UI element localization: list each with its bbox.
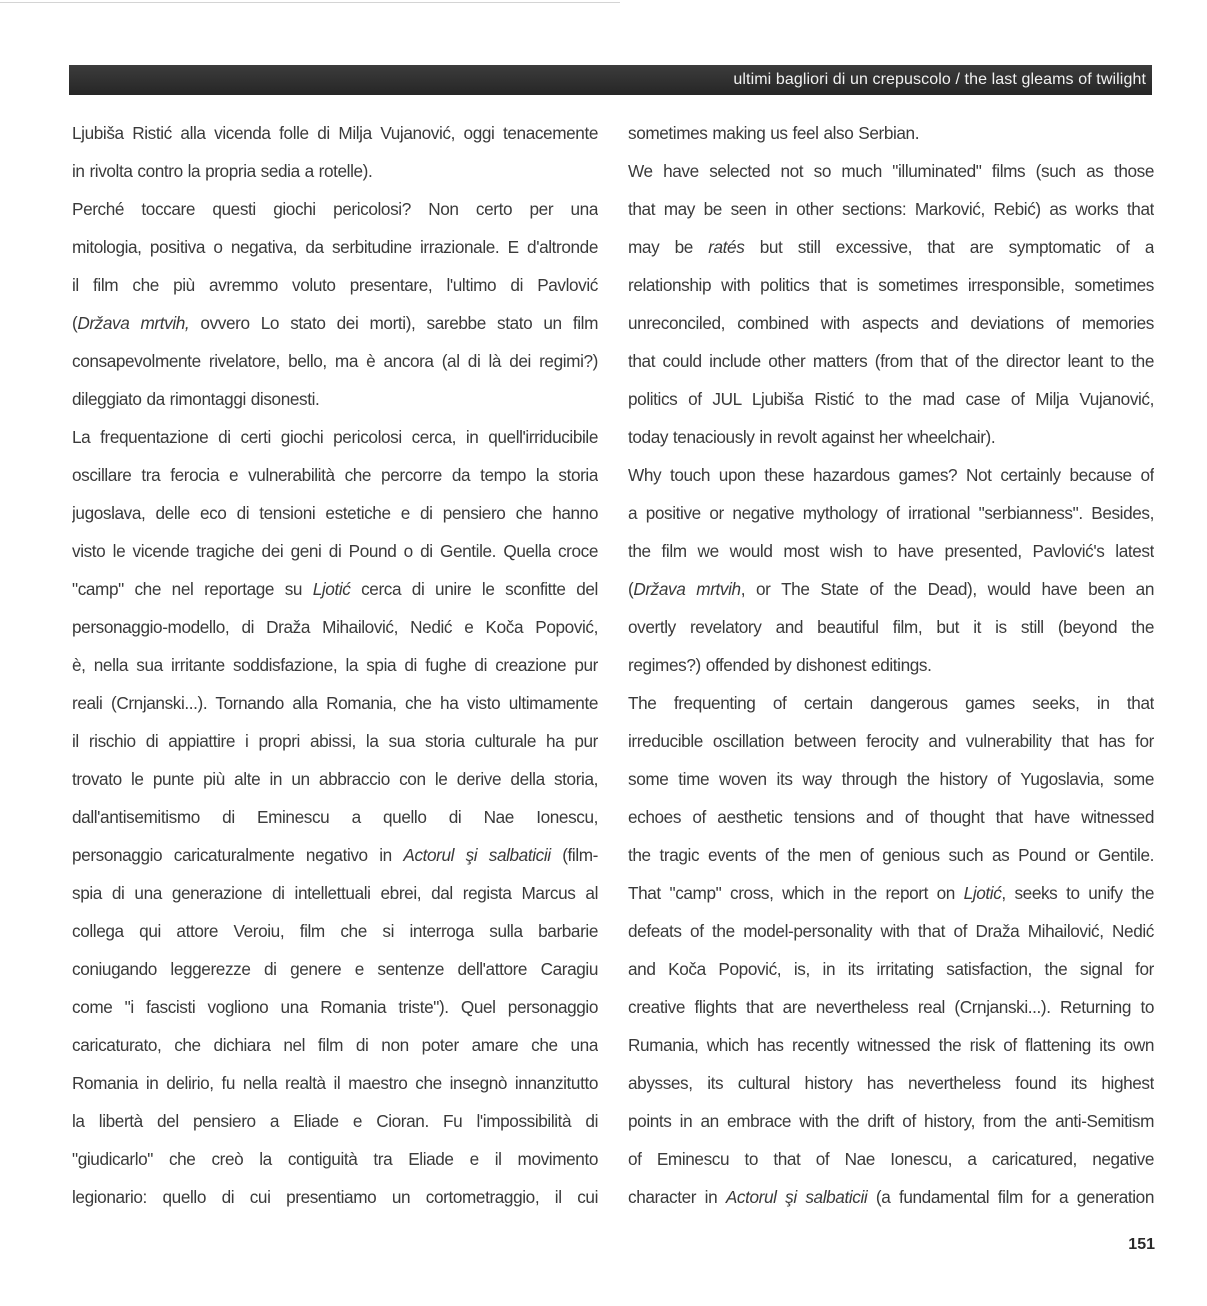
- text-line: the tragic events of the men of genious such as Pound or Gentile.: [628, 845, 1154, 865]
- text-line: abysses, its cultural history has nevertheless found its highest: [628, 1073, 1154, 1093]
- text-line: defeats of the model-personality with that of Draža Mihailović, Nedić: [628, 921, 1154, 941]
- text-line: creative flights that are nevertheless real (Crnjanski...). Returning to: [628, 997, 1154, 1017]
- text-line: sometimes making us feel also Serbian.: [628, 123, 920, 143]
- page-number: 151: [1128, 1236, 1155, 1253]
- line-segment: , or The State of the Dead), would have been an: [740, 579, 1154, 599]
- line-segment: (: [72, 313, 78, 333]
- text-line: collega qui attore Veroiu, film che si interroga sulla barbarie: [72, 921, 598, 941]
- left-column-italian: [72, 114, 598, 1216]
- text-line: that may be seen in other sections: Marković, Rebić) as works that: [628, 199, 1154, 219]
- italic-title: Država mrtvih: [633, 579, 741, 599]
- line-segment: ovvero Lo stato dei morti), sarebbe stato un film: [189, 313, 598, 333]
- text-line: a positive or negative mythology of irrational "serbianness". Besides,: [628, 503, 1154, 523]
- text-line: relationship with politics that is sometimes irresponsible, sometimes: [628, 275, 1154, 295]
- line-segment: may be: [628, 237, 709, 257]
- text-line: the film we would most wish to have presented, Pavlović's latest: [628, 541, 1154, 561]
- line-segment: , seeks to unify the: [1001, 883, 1154, 903]
- line-segment: "camp" che nel reportage su: [72, 579, 313, 599]
- italic-title: Država mrtvih,: [77, 313, 190, 333]
- text-line: points in an embrace with the drift of history, from the anti-Semitism: [628, 1111, 1154, 1131]
- text-line: The frequenting of certain dangerous games seeks, in that: [628, 693, 1154, 713]
- text-line: [72, 304, 598, 342]
- text-line: legionario: quello di cui presentiamo un cortometraggio, il cui: [72, 1187, 598, 1207]
- text-line: dileggiato da rimontaggi disonesti.: [72, 389, 320, 409]
- text-line: Perché toccare questi giochi pericolosi? Non certo per una: [72, 199, 598, 219]
- text-line: some time woven its way through the history of Yugoslavia, some: [628, 769, 1154, 789]
- text-line: il film che più avremmo voluto presentare, l'ultimo di Pavlović: [72, 275, 598, 295]
- text-line: jugoslava, delle eco di tensioni estetiche e di pensiero che hanno: [72, 503, 598, 523]
- italic-title: ratés: [708, 237, 745, 257]
- line-segment: personaggio caricaturalmente negativo in: [72, 845, 404, 865]
- line-segment: That "camp" cross, which in the report on: [628, 883, 964, 903]
- italic-title: Ljotić: [963, 883, 1002, 903]
- text-line: unreconciled, combined with aspects and deviations of memories: [628, 313, 1154, 333]
- text-line: in rivolta contro la propria sedia a rotelle).: [72, 161, 373, 181]
- text-line: mitologia, positiva o negativa, da serbitudine irrazionale. E d'altronde: [72, 237, 598, 257]
- text-line: politics of JUL Ljubiša Ristić to the mad case of Milja Vujanović,: [628, 389, 1154, 409]
- text-line: that could include other matters (from that of the director leant to the: [628, 351, 1154, 371]
- text-line: dall'antisemitismo di Eminescu a quello di Nae Ionescu,: [72, 807, 598, 827]
- line-segment: character in: [628, 1187, 726, 1207]
- text-line: il rischio di appiattire i propri abissi, la sua storia culturale ha pur: [72, 731, 598, 751]
- line-segment: (a fundamental film for a generation: [867, 1187, 1154, 1207]
- text-line: overtly revelatory and beautiful film, but it is still (beyond the: [628, 617, 1154, 637]
- line-segment: (: [628, 579, 634, 599]
- text-line: visto le vicende tragiche dei geni di Pound o di Gentile. Quella croce: [72, 541, 598, 561]
- text-line: [628, 570, 1154, 608]
- text-line: reali (Crnjanski...). Tornando alla Romania, che ha visto ultimamente: [72, 693, 598, 713]
- text-line: "giudicarlo" che creò la contiguità tra Eliade e il movimento: [72, 1149, 598, 1169]
- text-line: trovato le punte più alte in un abbraccio con le derive della storia,: [72, 769, 598, 789]
- text-line: regimes?) offended by dishonest editings.: [628, 655, 932, 675]
- text-line: spia di una generazione di intellettuali ebrei, dal regista Marcus al: [72, 883, 598, 903]
- top-rule: [0, 2, 620, 3]
- text-line: è, nella sua irritante soddisfazione, la spia di fughe di creazione pur: [72, 655, 598, 675]
- text-line: today tenaciously in revolt against her wheelchair).: [628, 427, 996, 447]
- text-line: Why touch upon these hazardous games? Not certainly because of: [628, 465, 1154, 485]
- text-line: Ljubiša Ristić alla vicenda folle di Milja Vujanović, oggi tenacemente: [72, 123, 598, 143]
- text-line: [72, 836, 598, 874]
- text-line: Rumania, which has recently witnessed the risk of flattening its own: [628, 1035, 1154, 1055]
- text-line: consapevolmente rivelatore, bello, ma è ancora (al di là dei regimi?): [72, 351, 598, 371]
- text-line: oscillare tra ferocia e vulnerabilità che percorre da tempo la storia: [72, 465, 598, 485]
- text-line: caricaturato, che dichiara nel film di non poter amare che una: [72, 1035, 598, 1055]
- text-line: irreducible oscillation between ferocity and vulnerability that has for: [628, 731, 1154, 751]
- right-column-english: [628, 114, 1154, 1216]
- text-line: Romania in delirio, fu nella realtà il maestro che insegnò innanzitutto: [72, 1073, 598, 1093]
- text-line: [628, 1178, 1154, 1216]
- text-line: personaggio-modello, di Draža Mihailović, Nedić e Koča Popović,: [72, 617, 598, 637]
- italic-title: Actorul şi salbaticii: [403, 845, 551, 865]
- text-line: la libertà del pensiero a Eliade e Cioran. Fu l'impossibilità di: [72, 1111, 598, 1131]
- text-line: La frequentazione di certi giochi pericolosi cerca, in quell'irriducibile: [72, 427, 598, 447]
- text-line: [628, 228, 1154, 266]
- running-header-title: ultimi bagliori di un crepuscolo / the last gleams of twilight: [733, 71, 1146, 88]
- italic-title: Ljotić: [312, 579, 351, 599]
- line-segment: (film-: [550, 845, 598, 865]
- text-line: echoes of aesthetic tensions and of thought that have witnessed: [628, 807, 1154, 827]
- text-line: come "i fascisti vogliono una Romania triste"). Quel personaggio: [72, 997, 598, 1017]
- italic-title: Actorul şi salbaticii: [725, 1187, 868, 1207]
- text-line: [72, 570, 598, 608]
- text-line: [628, 874, 1154, 912]
- running-header: [69, 65, 1152, 95]
- text-line: We have selected not so much "illuminated" films (such as those: [628, 161, 1154, 181]
- text-line: coniugando leggerezze di genere e sentenze dell'attore Caragiu: [72, 959, 598, 979]
- text-line: and Koča Popović, is, in its irritating satisfaction, the signal for: [628, 959, 1154, 979]
- text-line: of Eminescu to that of Nae Ionescu, a caricatured, negative: [628, 1149, 1154, 1169]
- line-segment: cerca di unire le sconfitte del: [350, 579, 598, 599]
- line-segment: but still excessive, that are symptomatic of a: [744, 237, 1154, 257]
